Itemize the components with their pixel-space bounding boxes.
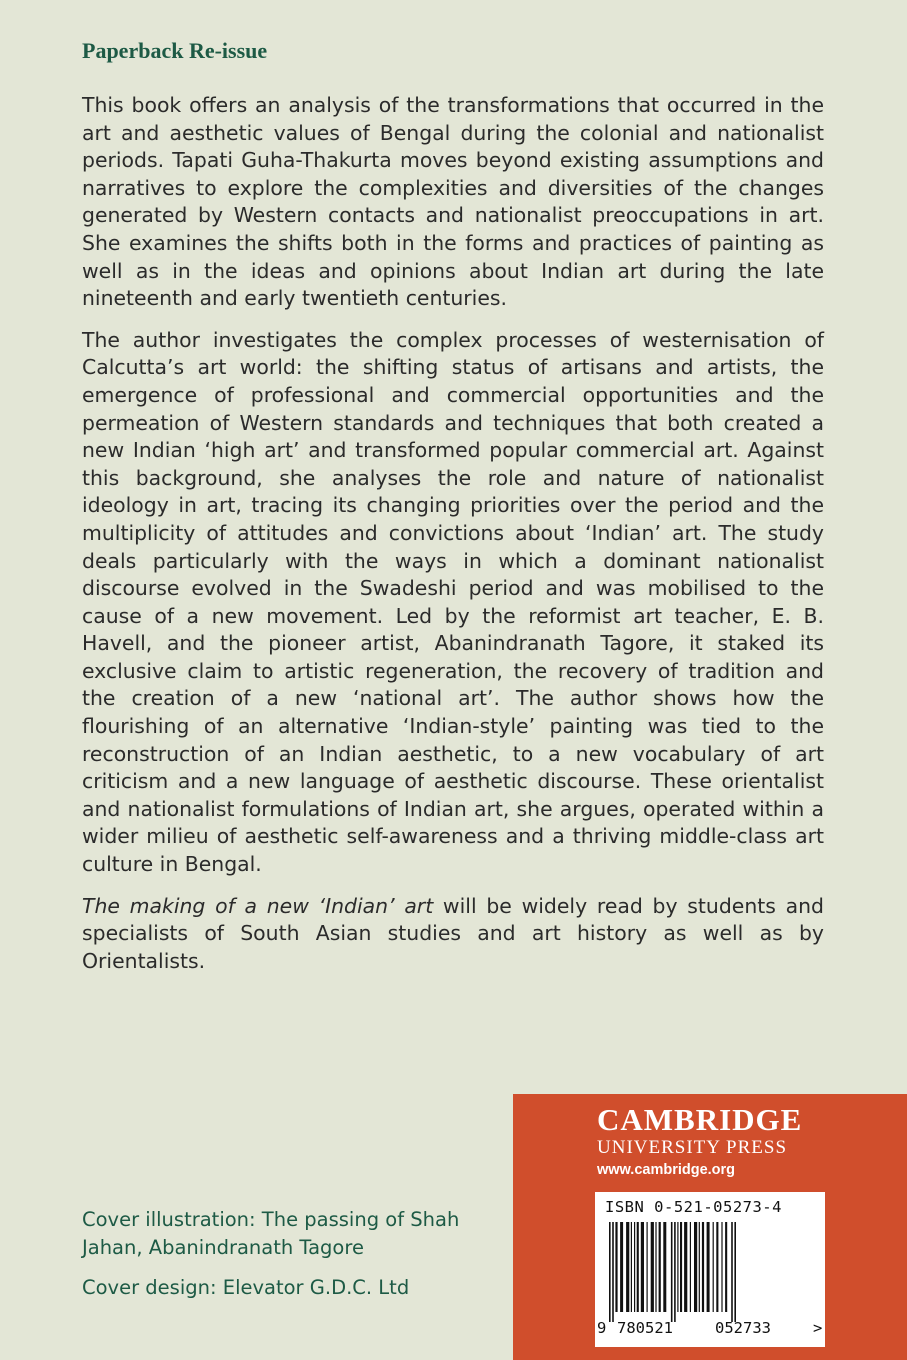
- barcode-image: [605, 1222, 815, 1322]
- reissue-heading: Paperback Re-issue: [82, 38, 268, 63]
- barcode-digit-first: 9: [597, 1319, 607, 1337]
- cover-credits: [82, 1206, 502, 1314]
- description-paragraph-2: The author investigates the complex processes of westernisation of Calcutta’s art world: the shifting status of artisans and artists, the emergence of professional and commercial opportunities and the permeation of Western standards and techniques that both created a new Indian ‘high art’ and transformed popular commercial art. Against this background, she analyses the role and nature of nationalist ideology in art, tracing its changing priorities over the period and the multiplicity of attitudes and convictions about ‘Indian’ art. The study deals particularly with the ways in which a dominant nationalist discourse evolved in the Swadeshi period and was mobilised to the cause of a new movement. Led by the reformist art teacher, E. B. Havell, and the pioneer artist, Abanindranath Tagore, it staked its exclusive claim to artistic regeneration, the recovery of tradition and the creation of a new ‘national art’. The author shows how the flourishing of an alternative ‘Indian-style’ painting was tied to the reconstruction of an Indian aesthetic, to a new vocabulary of art criticism and a new language of aesthetic discourse. These orientalist and nationalist formulations of Indian art, she argues, operated within a wider milieu of aesthetic self-awareness and a thriving middle-class art culture in Bengal.: [82, 327, 824, 877]
- isbn-label: ISBN 0-521-05273-4: [605, 1198, 782, 1216]
- design-credit: Cover design: Elevator G.D.C. Ltd: [82, 1276, 410, 1299]
- description-paragraph-3-rest: will be widely read by students and specialists of South Asian studies and art history as well as by Orientalists.: [82, 893, 824, 973]
- barcode-digits-left: 780521: [617, 1319, 673, 1337]
- barcode-arrow: >: [813, 1319, 823, 1337]
- publisher-block: [513, 1094, 907, 1360]
- book-description: [82, 92, 824, 989]
- publisher-url: www.cambridge.org: [597, 1162, 736, 1178]
- description-paragraph-3: [82, 893, 824, 976]
- description-paragraph-1: This book offers an analysis of the transformations that occurred in the art and aesthetic values of Bengal during the colonial and nationalist periods. Tapati Guha-Thakurta moves beyond existing assumptions and narratives to explore the complexities and diversities of the changes generated by Western contacts and nationalist preoccupations in art. She examines the shifts both in the forms and practices of painting as well as in the ideas and opinions about Indian art during the late nineteenth and early twentieth centuries.: [82, 93, 824, 311]
- illustration-credit: Cover illustration: The passing of Shah Jahan, Abanindranath Tagore: [82, 1208, 460, 1259]
- barcode-digits-right: 052733: [715, 1319, 771, 1337]
- publisher-subname: UNIVERSITY PRESS: [597, 1137, 788, 1158]
- barcode-panel: [595, 1192, 825, 1347]
- book-title-italic: The making of a new ‘Indian’ art: [82, 893, 434, 918]
- publisher-name: CAMBRIDGE: [597, 1102, 803, 1137]
